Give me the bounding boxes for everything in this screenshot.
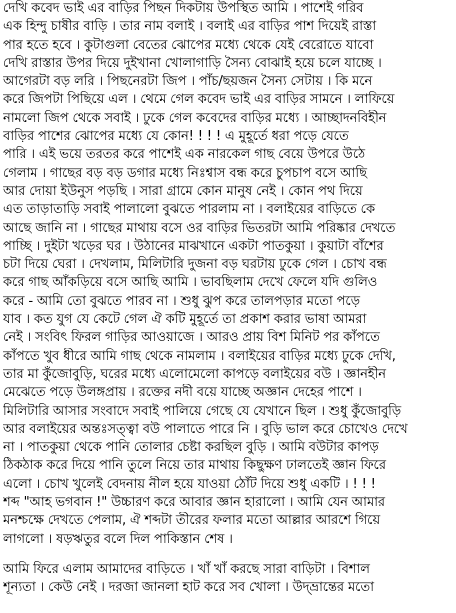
text-line: করে গাছ আঁকড়িয়ে বসে আছি আমি । ভাবছিলাম দেখে ফেলে যদি গুলিও bbox=[3, 275, 378, 291]
text-line: কাঁপতে খুব ধীরে আমি গাছ থেকে নামলাম । বলাইয়ের বাড়ির মধ্যে ঢুকে দেখি, bbox=[3, 348, 396, 364]
text-line: লাগলো । ষড়ঋতুর বলে দিল পাকিস্তান শেষ । bbox=[3, 531, 233, 547]
text-line: মিলিটারি আসার সংবাদে সবাই পালিয়ে গেছে যে যেখানে ছিল । শুধু কুঁজোবুড়ি bbox=[3, 403, 402, 419]
text-line: মনশ্চক্ষে দেখতে পেলাম, ঐ শব্দটা তীরের ফলার মতো আল্লার আরশে গিয়ে bbox=[3, 513, 381, 529]
text-line: বাড়ির পাশের ঝোপের মধ্যে যে কোন! ! ! ! এ মুহূর্তে ধরা পড়ে যেতে bbox=[3, 129, 349, 145]
text-line: আগেরটা বড় লরি । পিছনেরটা জিপ । পাঁচ/ছয়জন সৈন্য সেটায় । কি মনে bbox=[3, 74, 373, 90]
paragraph-1 bbox=[3, 0, 455, 549]
text-line: করে জিপটা পিছিয়ে এল । থেমে গেল কবেদ ভাই এর বাড়ির সামনে । লাফিয়ে bbox=[3, 92, 395, 108]
text-line: আর বলাইয়ের অন্তঃসত্ত্বা বউ পালাতে পারে নি । বুড়ি ভাল করে চোখেও দেখে bbox=[3, 421, 408, 437]
text-line: শব্দ "আহ ভগবান !" উচ্চারণ করে আবার জ্ঞান হারালো । আমি যেন আমার bbox=[3, 495, 385, 511]
text-line: ঠিকঠাক করে দিয়ে পানি তুলে নিয়ে তার মাথায় কিছুক্ষণ ঢালতেই জ্ঞান ফিরে bbox=[3, 458, 386, 474]
paragraph-2 bbox=[3, 561, 455, 598]
text-line: করে - আমি তো বুঝতে পারব না । শুধু ঝুপ করে তালপড়ার মতো পড়ে bbox=[3, 293, 360, 309]
text-line: শূন্যতা । কেউ নেই । দরজা জানলা হাট করে সব খোলা । উদ্‌ভ্রান্তের মতো bbox=[3, 580, 374, 596]
text-line: দেখি রাস্তার উপর দিয়ে দুইখানা খোলাগাড়ি সৈন্য বোঝাই হয়ে চলে যাচ্ছে । bbox=[3, 55, 382, 71]
text-line: তার মা কুঁজোবুড়ি, ঘরের মধ্যে এলোমেলো কাপড়ে বলাইয়ের বউ । জ্ঞানহীন bbox=[3, 366, 386, 382]
text-line: পাচ্ছি । দুইটা খড়ের ঘর । উঠানের মাঝখানে একটা পাতকুয়া । কুয়াটা বাঁশের bbox=[3, 238, 384, 254]
text-line: আছে জানি না । গাছের মাথায় বসে ওর বাড়ির ভিতরটা আমি পরিষ্কার দেখতে bbox=[3, 220, 396, 236]
text-line: এক হিন্দু চাষীর বাড়ি । তার নাম বলাই । বলাই এর বাড়ির পাশ দিয়েই রাস্তা bbox=[3, 19, 377, 35]
text-line: পারি । এই ভয়ে তরতর করে পাশেই এক নারকেল গাছ বেয়ে উপরে উঠে bbox=[3, 147, 365, 163]
text-line: এলো । চোখ খুলেই বেদনায় নীল হয়ে যাওয়া ঠোঁট দিয়ে শুধু একটি । ! ! ! bbox=[3, 476, 376, 492]
text-line: এত তাড়াতাড়ি সবাই পালালো বুঝতে পারলাম না । বলাইয়ের বাড়িতে কে bbox=[3, 202, 376, 218]
text-line: যাব । কত যুগ যে কেটে গেল ঐ কটি মুহূর্তে তা প্রকাশ করার ভাষা আমরা bbox=[3, 312, 367, 328]
text-line: দেখি কবেদ ভাই এর বাড়ির পিছন দিকটায় উপস্থিত আমি । পাশেই গরিব bbox=[3, 1, 364, 16]
text-line: নামলো জিপ থেকে সবাই । ঢুকে গেল কবেদের বাড়ির মধ্যে । আচ্ছাদনবিহীন bbox=[3, 110, 387, 126]
text-line: গেলাম । গাছের বড় বড় ডগার মধ্যে নিঃশ্বাস বন্ধ করে চুপচাপ বসে আছি bbox=[3, 165, 367, 181]
text-line: আর দোয়া ইউনুস পড়ছি । সারা গ্রামে কোন মানুষ নেই । কোন পথ দিয়ে bbox=[3, 183, 363, 199]
text-line: নেই । সংবিৎ ফিরল গাড়ির আওয়াজে । আরও প্রায় বিশ মিনিট পর কাঁপতে bbox=[3, 330, 380, 346]
text-line: মেঝেতে পড়ে উলঙ্গপ্রায় । রক্তের নদী বয়ে যাচ্ছে অজ্ঞান দেহের পাশে । bbox=[3, 385, 362, 401]
text-line: না । পাতকুয়া থেকে পানি তোলার চেষ্টা করছিল বুড়ি । আমি বউটার কাপড় bbox=[3, 440, 379, 456]
text-line: পার হতে হবে । কুটাগুলা বেতের ঝোপের মধ্যে থেকে যেই বেরোতে যাবো bbox=[3, 37, 374, 53]
text-line: চটা দিয়ে ঘেরা । দেখলাম, মিলিটারি দুজনা বড় ঘরটায় ঢুকে গেল । চোখ বন্ধ bbox=[3, 257, 387, 273]
text-line: আমি ফিরে এলাম আমাদের বাড়িতে । খাঁ খাঁ করছে সারা বাড়িটা । বিশাল bbox=[3, 562, 370, 577]
